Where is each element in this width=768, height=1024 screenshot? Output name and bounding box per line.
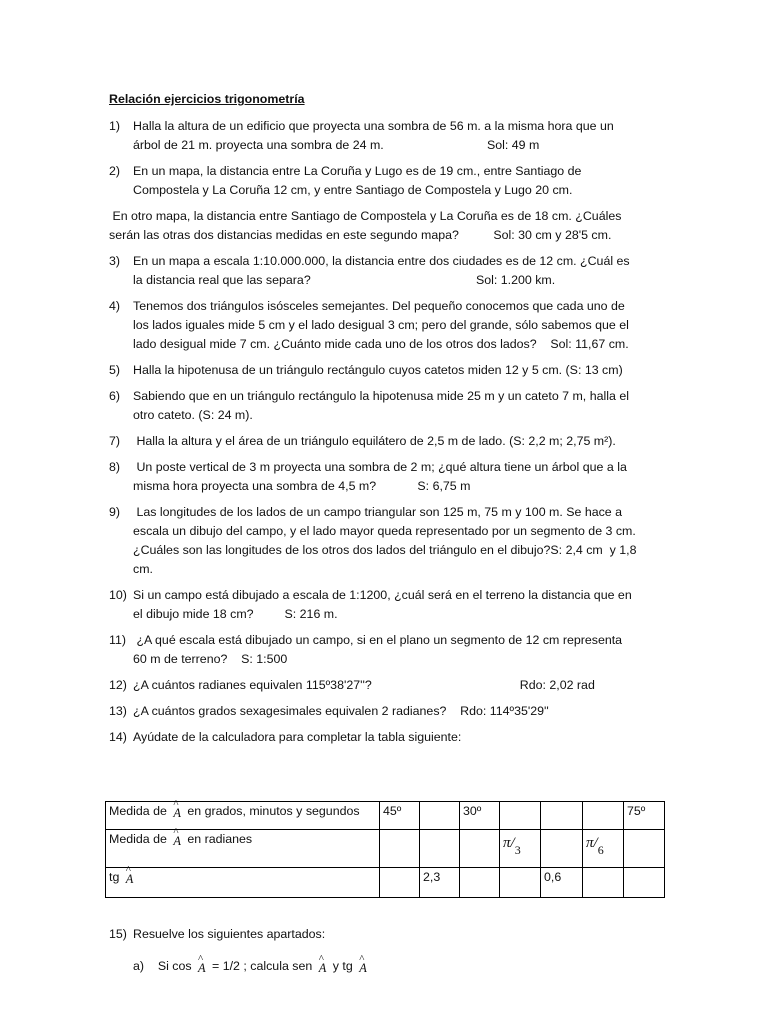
sub-item-a: a) Si cos ^ A = 1/2 ; calcula sen ^ A y tg ^ A [109, 957, 659, 976]
paragraph-line: serán las otras dos distancias medidas en este segundo mapa? Sol: 30 cm y 28'5 cm. [109, 228, 612, 242]
list-item [109, 117, 659, 155]
list-item [109, 361, 659, 380]
paragraph [109, 207, 659, 245]
list-item: 15) Resuelve los siguientes apartados: [109, 927, 326, 941]
table-cell: 0,6 [541, 868, 583, 898]
paragraph-line: En otro mapa, la distancia entre Santiago de Compostela y La Coruña es de 18 cm. ¿Cuáles [109, 209, 622, 223]
table-cell: 2,3 [420, 868, 460, 898]
list-item [109, 297, 659, 354]
item-number: 10) [109, 588, 127, 602]
angle-a-symbol: ^ A [170, 804, 184, 823]
exercise-15 [109, 925, 659, 976]
item-line: Compostela y La Coruña 12 cm, y entre Santiago de Compostela y Lugo 20 cm. [133, 183, 573, 197]
table-cell [541, 830, 583, 868]
table-row-tangent [106, 868, 665, 898]
item-line: la distancia real que las separa? Sol: 1.200 km. [133, 273, 556, 287]
item-line: ¿A qué escala está dibujado un campo, si en el plano un segmento de 12 cm representa [133, 633, 623, 647]
item-number: 3) [109, 254, 121, 268]
table-row-radians [106, 830, 665, 868]
table-cell [420, 830, 460, 868]
item-line: escala un dibujo del campo, y el lado mayor queda representado por un segmento de 3 cm. [133, 524, 636, 538]
list-item [109, 458, 659, 496]
table-cell [624, 868, 665, 898]
table-cell: 30º [460, 802, 500, 830]
row-label-degrees: Medida de ^ A en grados, minutos y segundos [106, 802, 380, 830]
item-number: 5) [109, 363, 121, 377]
list-item [109, 503, 659, 579]
list-item [109, 728, 659, 747]
item-line: En un mapa, la distancia entre La Coruña y Lugo es de 19 cm., entre Santiago de [133, 164, 582, 178]
row-label-radians: Medida de ^ A en radianes [106, 830, 380, 868]
list-item [109, 252, 659, 290]
item-line: Halla la altura de un edificio que proyecta una sombra de 56 m. a la misma hora que un [133, 119, 614, 133]
item-line: Halla la altura y el área de un triángulo equilátero de 2,5 m de lado. (S: 2,2 m; 2,75 m²). [133, 434, 616, 448]
item-line: ¿Cuáles son las longitudes de los otros dos lados del triángulo en el dibujo?S: 2,4 cm y 1,8 [133, 543, 637, 557]
table-row-degrees [106, 802, 665, 830]
item-line: Halla la hipotenusa de un triángulo rectángulo cuyos catetos miden 12 y 5 cm. (S: 13 cm) [133, 363, 623, 377]
angle-a-symbol: ^ A [195, 959, 209, 978]
table-cell [460, 868, 500, 898]
table-cell [583, 868, 624, 898]
table-cell: 75º [624, 802, 665, 830]
table-cell-pi-over-3: $\pi/_3$ [500, 830, 541, 868]
list-item [109, 631, 659, 669]
item-line: En un mapa a escala 1:10.000.000, la distancia entre dos ciudades es de 12 cm. ¿Cuál es [133, 254, 630, 268]
row-label-tangent: tg ^ A [106, 868, 380, 898]
table-cell [624, 830, 665, 868]
table-cell [500, 802, 541, 830]
item-number: 8) [109, 460, 121, 474]
item-line: ¿A cuántos radianes equivalen 115º38'27''? Rdo: 2,02 rad [133, 678, 595, 692]
item-line: el dibujo mide 18 cm? S: 216 m. [133, 607, 338, 621]
list-item [109, 702, 659, 721]
angle-a-symbol: ^ A [123, 870, 137, 889]
angle-a-symbol: ^ A [356, 959, 370, 978]
item-number: 13) [109, 704, 127, 718]
item-line: Un poste vertical de 3 m proyecta una sombra de 2 m; ¿qué altura tiene un árbol que a la [133, 460, 627, 474]
item-number: 14) [109, 730, 127, 744]
trig-table [105, 801, 665, 898]
item-number: 12) [109, 678, 127, 692]
list-item [109, 162, 659, 200]
angle-a-symbol: ^ A [170, 832, 184, 851]
item-number: 1) [109, 119, 121, 133]
item-line: otro cateto. (S: 24 m). [133, 408, 253, 422]
item-line: Las longitudes de los lados de un campo triangular son 125 m, 75 m y 100 m. Se hace a [133, 505, 623, 519]
item-line: Sabiendo que en un triángulo rectángulo la hipotenusa mide 25 m y un cateto 7 m, halla el [133, 389, 629, 403]
table-cell [583, 802, 624, 830]
exercise-list [109, 117, 659, 754]
table-cell: 45º [380, 802, 420, 830]
table-cell-pi-over-6: $\pi/_6$ [583, 830, 624, 868]
item-line: ¿A cuántos grados sexagesimales equivalen 2 radianes? Rdo: 114º35'29'' [133, 704, 549, 718]
item-number: 11) [109, 633, 126, 647]
item-line: Ayúdate de la calculadora para completar la tabla siguiente: [133, 730, 462, 744]
table-cell [460, 830, 500, 868]
table-cell [420, 802, 460, 830]
item-line: árbol de 21 m. proyecta una sombra de 24 m. Sol: 49 m [133, 138, 540, 152]
item-number: 4) [109, 299, 121, 313]
list-item [109, 387, 659, 425]
item-line: los lados iguales mide 5 cm y el lado desigual 3 cm; pero del grande, sólo sabemos que el [133, 318, 629, 332]
list-item [109, 586, 659, 624]
item-line: misma hora proyecta una sombra de 4,5 m? S: 6,75 m [133, 479, 471, 493]
table-cell [380, 830, 420, 868]
item-line: 60 m de terreno? S: 1:500 [133, 652, 288, 666]
list-item [109, 676, 659, 695]
table-cell [500, 868, 541, 898]
item-line: Tenemos dos triángulos isósceles semejantes. Del pequeño conocemos que cada uno de [133, 299, 625, 313]
item-line: lado desigual mide 7 cm. ¿Cuánto mide cada uno de los otros dos lados? Sol: 11,67 cm. [133, 337, 629, 351]
angle-a-symbol: ^ A [316, 959, 330, 978]
table-cell [380, 868, 420, 898]
item-number: 2) [109, 164, 121, 178]
item-line: cm. [133, 562, 153, 576]
item-number: 7) [109, 434, 121, 448]
document-title: Relación ejercicios trigonometría [109, 92, 305, 106]
list-item [109, 432, 659, 451]
item-number: 9) [109, 505, 121, 519]
table-cell [541, 802, 583, 830]
item-line: Si un campo está dibujado a escala de 1:1200, ¿cuál será en el terreno la distancia que en [133, 588, 632, 602]
item-number: 6) [109, 389, 121, 403]
